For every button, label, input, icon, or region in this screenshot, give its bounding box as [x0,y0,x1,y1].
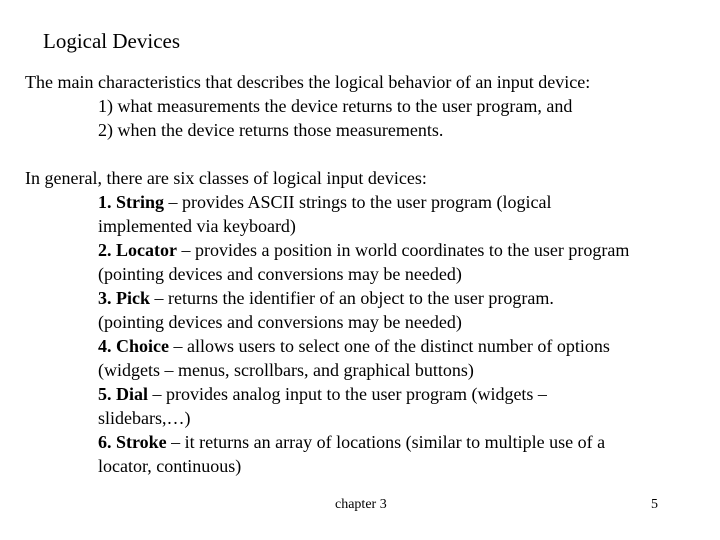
class-item-dial-cont: slidebars,…) [98,408,191,428]
class-number: 3. [98,288,112,308]
class-number: 5. [98,384,112,404]
class-number: 2. [98,240,112,260]
class-name: Pick [116,288,150,308]
class-item-choice [98,334,610,358]
class-item-pick-cont: (pointing devices and conversions may be needed) [98,312,462,332]
intro-point-1: 1) what measurements the device returns to the user program, and [98,96,573,116]
class-item-string [98,190,551,214]
class-desc: – provides a position in world coordinates to the user program [176,240,630,260]
class-item-string-cont: implemented via keyboard) [98,216,296,236]
class-item-choice-cont: (widgets – menus, scrollbars, and graphical buttons) [98,360,474,380]
class-name: Dial [116,384,149,404]
class-name: Stroke [116,432,167,452]
slide-title: Logical Devices [43,29,181,53]
class-desc: – returns the identifier of an object to the user program. [150,288,554,308]
intro-point-2: 2) when the device returns those measurements. [98,120,444,140]
footer-chapter: chapter 3 [335,497,387,512]
class-desc: – provides ASCII strings to the user program (logical [164,192,552,212]
class-desc: – it returns an array of locations (similar to multiple use of a [166,432,606,452]
class-number: 6. [98,432,112,452]
class-item-stroke [98,430,605,454]
class-desc: – provides analog input to the user program (widgets – [148,384,547,404]
class-item-locator-cont: (pointing devices and conversions may be needed) [98,264,462,284]
intro-line: The main characteristics that describes the logical behavior of an input device: [25,72,591,92]
general-line: In general, there are six classes of logical input devices: [25,168,427,188]
class-number: 1. [98,192,112,212]
class-item-stroke-cont: locator, continuous) [98,456,242,476]
class-item-locator [98,238,629,262]
class-name: Locator [116,240,177,260]
class-desc: – allows users to select one of the distinct number of options [169,336,610,356]
class-item-pick [98,286,554,310]
class-number: 4. [98,336,112,356]
footer-page-number: 5 [651,497,658,512]
class-name: String [116,192,165,212]
class-item-dial [98,382,547,406]
class-name: Choice [116,336,169,356]
